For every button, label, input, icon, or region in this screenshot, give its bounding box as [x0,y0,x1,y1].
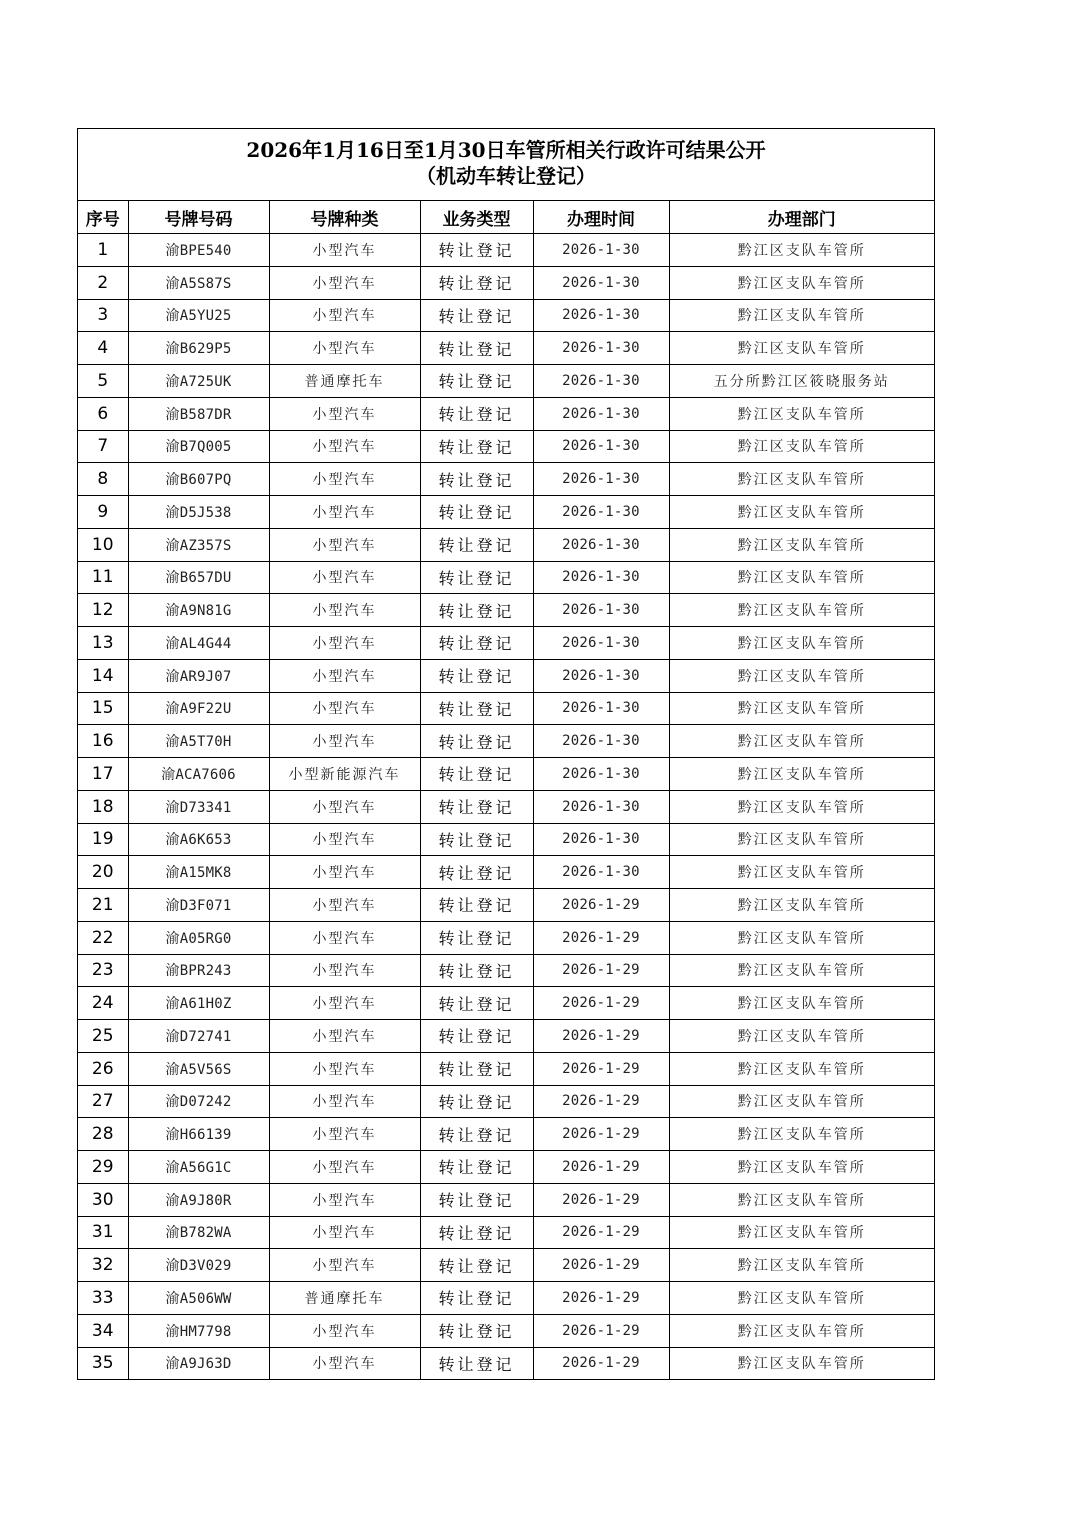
table-row [78,758,934,791]
department-cell: 黔江区支队车管所 [669,332,934,365]
row-index-cell: 21 [78,889,128,922]
table-row [78,954,934,987]
table-row [78,1183,934,1216]
row-index-cell: 27 [78,1085,128,1118]
plate-type-cell: 小型汽车 [269,1085,420,1118]
business-type-cell: 转让登记 [420,561,533,594]
plate-type-cell: 小型汽车 [269,332,420,365]
plate-type-cell: 小型汽车 [269,659,420,692]
business-type-cell: 转让登记 [420,234,533,267]
business-type-cell: 转让登记 [420,528,533,561]
row-index-cell: 31 [78,1216,128,1249]
business-type-cell: 转让登记 [420,823,533,856]
plate-number-cell: 渝AR9J07 [128,659,269,692]
plate-type-cell: 小型汽车 [269,987,420,1020]
processing-time-cell: 2026-1-30 [533,627,669,660]
row-index-cell: 6 [78,397,128,430]
processing-time-cell: 2026-1-30 [533,823,669,856]
table-row [78,430,934,463]
row-index-cell: 25 [78,1020,128,1053]
department-cell: 黔江区支队车管所 [669,1216,934,1249]
business-type-cell: 转让登记 [420,1118,533,1151]
business-type-cell: 转让登记 [420,1347,533,1379]
plate-number-cell: 渝A15MK8 [128,856,269,889]
department-cell: 黔江区支队车管所 [669,758,934,791]
processing-time-cell: 2026-1-29 [533,1085,669,1118]
plate-type-cell: 小型汽车 [269,1249,420,1282]
table-row [78,889,934,922]
business-type-cell: 转让登记 [420,1151,533,1184]
table-row [78,1314,934,1347]
business-type-cell: 转让登记 [420,1085,533,1118]
department-cell: 黔江区支队车管所 [669,1151,934,1184]
plate-number-cell: 渝AL4G44 [128,627,269,660]
plate-type-cell: 小型汽车 [269,889,420,922]
processing-time-cell: 2026-1-29 [533,1216,669,1249]
business-type-cell: 转让登记 [420,1314,533,1347]
row-index-cell: 26 [78,1052,128,1085]
table-row [78,561,934,594]
plate-type-cell: 小型汽车 [269,823,420,856]
business-type-cell: 转让登记 [420,758,533,791]
department-cell: 黔江区支队车管所 [669,1118,934,1151]
plate-number-cell: 渝H66139 [128,1118,269,1151]
table-row [78,332,934,365]
department-cell: 黔江区支队车管所 [669,659,934,692]
table-row [78,692,934,725]
business-type-cell: 转让登记 [420,594,533,627]
department-cell: 黔江区支队车管所 [669,1282,934,1315]
processing-time-cell: 2026-1-29 [533,921,669,954]
processing-time-cell: 2026-1-30 [533,430,669,463]
plate-number-cell: 渝A9J63D [128,1347,269,1379]
department-cell: 黔江区支队车管所 [669,594,934,627]
row-index-cell: 13 [78,627,128,660]
plate-type-cell: 小型汽车 [269,790,420,823]
plate-number-cell: 渝A9F22U [128,692,269,725]
plate-number-cell: 渝A05RG0 [128,921,269,954]
plate-number-cell: 渝BPR243 [128,954,269,987]
business-type-cell: 转让登记 [420,856,533,889]
department-cell: 黔江区支队车管所 [669,987,934,1020]
table-row [78,1347,934,1379]
row-index-cell: 3 [78,299,128,332]
business-type-cell: 转让登记 [420,921,533,954]
row-index-cell: 9 [78,496,128,529]
department-cell: 五分所黔江区筱晓服务站 [669,365,934,398]
plate-number-cell: 渝A9J80R [128,1183,269,1216]
department-cell: 黔江区支队车管所 [669,266,934,299]
plate-type-cell: 小型汽车 [269,299,420,332]
plate-number-cell: 渝A5V56S [128,1052,269,1085]
business-type-cell: 转让登记 [420,987,533,1020]
plate-number-cell: 渝B7Q005 [128,430,269,463]
business-type-cell: 转让登记 [420,1216,533,1249]
row-index-cell: 34 [78,1314,128,1347]
table-row [78,1151,934,1184]
business-type-cell: 转让登记 [420,299,533,332]
row-index-cell: 22 [78,921,128,954]
plate-type-cell: 小型汽车 [269,528,420,561]
plate-type-cell: 小型汽车 [269,954,420,987]
business-type-cell: 转让登记 [420,954,533,987]
transfer-registration-table [78,201,934,1379]
header-processing-time: 办理时间 [533,201,669,234]
plate-number-cell: 渝B607PQ [128,463,269,496]
table-row [78,463,934,496]
plate-number-cell: 渝D73341 [128,790,269,823]
plate-type-cell: 小型汽车 [269,397,420,430]
plate-type-cell: 小型汽车 [269,234,420,267]
business-type-cell: 转让登记 [420,365,533,398]
table-row [78,790,934,823]
plate-number-cell: 渝AZ357S [128,528,269,561]
processing-time-cell: 2026-1-29 [533,889,669,922]
business-type-cell: 转让登记 [420,266,533,299]
processing-time-cell: 2026-1-30 [533,659,669,692]
results-sheet [77,128,935,1380]
plate-number-cell: 渝A9N81G [128,594,269,627]
table-row [78,528,934,561]
processing-time-cell: 2026-1-30 [533,856,669,889]
table-row [78,659,934,692]
processing-time-cell: 2026-1-29 [533,954,669,987]
business-type-cell: 转让登记 [420,397,533,430]
processing-time-cell: 2026-1-30 [533,594,669,627]
row-index-cell: 35 [78,1347,128,1379]
plate-number-cell: 渝A506WW [128,1282,269,1315]
department-cell: 黔江区支队车管所 [669,627,934,660]
row-index-cell: 32 [78,1249,128,1282]
header-plate-number: 号牌号码 [128,201,269,234]
plate-type-cell: 小型汽车 [269,856,420,889]
table-row [78,1282,934,1315]
plate-number-cell: 渝A5T70H [128,725,269,758]
plate-number-cell: 渝A56G1C [128,1151,269,1184]
row-index-cell: 28 [78,1118,128,1151]
department-cell: 黔江区支队车管所 [669,889,934,922]
header-plate-type: 号牌种类 [269,201,420,234]
processing-time-cell: 2026-1-29 [533,987,669,1020]
plate-type-cell: 小型新能源汽车 [269,758,420,791]
header-department: 办理部门 [669,201,934,234]
row-index-cell: 1 [78,234,128,267]
plate-type-cell: 普通摩托车 [269,1282,420,1315]
table-row [78,1118,934,1151]
plate-number-cell: 渝B587DR [128,397,269,430]
plate-type-cell: 小型汽车 [269,627,420,660]
row-index-cell: 2 [78,266,128,299]
row-index-cell: 20 [78,856,128,889]
plate-number-cell: 渝D3F071 [128,889,269,922]
processing-time-cell: 2026-1-29 [533,1020,669,1053]
department-cell: 黔江区支队车管所 [669,1052,934,1085]
processing-time-cell: 2026-1-29 [533,1249,669,1282]
table-row [78,299,934,332]
business-type-cell: 转让登记 [420,692,533,725]
table-row [78,266,934,299]
plate-type-cell: 小型汽车 [269,1151,420,1184]
processing-time-cell: 2026-1-30 [533,528,669,561]
table-row [78,234,934,267]
processing-time-cell: 2026-1-30 [533,234,669,267]
processing-time-cell: 2026-1-30 [533,758,669,791]
department-cell: 黔江区支队车管所 [669,528,934,561]
business-type-cell: 转让登记 [420,1249,533,1282]
plate-number-cell: 渝B629P5 [128,332,269,365]
processing-time-cell: 2026-1-30 [533,692,669,725]
row-index-cell: 5 [78,365,128,398]
plate-number-cell: 渝A61H0Z [128,987,269,1020]
department-cell: 黔江区支队车管所 [669,1183,934,1216]
header-business-type: 业务类型 [420,201,533,234]
plate-number-cell: 渝A5S87S [128,266,269,299]
table-row [78,627,934,660]
table-row [78,1020,934,1053]
plate-number-cell: 渝A6K653 [128,823,269,856]
processing-time-cell: 2026-1-30 [533,463,669,496]
department-cell: 黔江区支队车管所 [669,496,934,529]
title-line-1: 2026年1月16日至1月30日车管所相关行政许可结果公开 [246,138,766,162]
table-row [78,496,934,529]
plate-number-cell: 渝A5YU25 [128,299,269,332]
plate-type-cell: 普通摩托车 [269,365,420,398]
plate-type-cell: 小型汽车 [269,1183,420,1216]
plate-type-cell: 小型汽车 [269,1118,420,1151]
row-index-cell: 30 [78,1183,128,1216]
processing-time-cell: 2026-1-30 [533,397,669,430]
plate-number-cell: 渝D07242 [128,1085,269,1118]
plate-type-cell: 小型汽车 [269,1314,420,1347]
processing-time-cell: 2026-1-30 [533,266,669,299]
plate-number-cell: 渝D3V029 [128,1249,269,1282]
plate-type-cell: 小型汽车 [269,496,420,529]
department-cell: 黔江区支队车管所 [669,1085,934,1118]
row-index-cell: 11 [78,561,128,594]
department-cell: 黔江区支队车管所 [669,463,934,496]
row-index-cell: 8 [78,463,128,496]
business-type-cell: 转让登记 [420,790,533,823]
business-type-cell: 转让登记 [420,463,533,496]
row-index-cell: 16 [78,725,128,758]
department-cell: 黔江区支队车管所 [669,430,934,463]
plate-type-cell: 小型汽车 [269,921,420,954]
processing-time-cell: 2026-1-29 [533,1151,669,1184]
department-cell: 黔江区支队车管所 [669,234,934,267]
business-type-cell: 转让登记 [420,1052,533,1085]
plate-type-cell: 小型汽车 [269,594,420,627]
plate-type-cell: 小型汽车 [269,1347,420,1379]
header-index: 序号 [78,201,128,234]
plate-type-cell: 小型汽车 [269,1052,420,1085]
processing-time-cell: 2026-1-30 [533,332,669,365]
title-line-2: （机动车转让登记） [416,164,596,188]
plate-number-cell: 渝ACA7606 [128,758,269,791]
plate-type-cell: 小型汽车 [269,463,420,496]
table-row [78,365,934,398]
row-index-cell: 15 [78,692,128,725]
document-title [78,129,934,201]
plate-number-cell: 渝B657DU [128,561,269,594]
plate-type-cell: 小型汽车 [269,725,420,758]
plate-number-cell: 渝B782WA [128,1216,269,1249]
plate-number-cell: 渝A725UK [128,365,269,398]
plate-type-cell: 小型汽车 [269,692,420,725]
business-type-cell: 转让登记 [420,1282,533,1315]
processing-time-cell: 2026-1-29 [533,1183,669,1216]
table-row [78,856,934,889]
department-cell: 黔江区支队车管所 [669,692,934,725]
table-row [78,1085,934,1118]
processing-time-cell: 2026-1-29 [533,1282,669,1315]
plate-number-cell: 渝D5J538 [128,496,269,529]
table-row [78,921,934,954]
plate-type-cell: 小型汽车 [269,1216,420,1249]
processing-time-cell: 2026-1-29 [533,1314,669,1347]
department-cell: 黔江区支队车管所 [669,954,934,987]
department-cell: 黔江区支队车管所 [669,561,934,594]
processing-time-cell: 2026-1-30 [533,365,669,398]
business-type-cell: 转让登记 [420,332,533,365]
processing-time-cell: 2026-1-30 [533,496,669,529]
row-index-cell: 33 [78,1282,128,1315]
business-type-cell: 转让登记 [420,496,533,529]
department-cell: 黔江区支队车管所 [669,1020,934,1053]
processing-time-cell: 2026-1-30 [533,299,669,332]
row-index-cell: 23 [78,954,128,987]
table-row [78,594,934,627]
plate-type-cell: 小型汽车 [269,430,420,463]
department-cell: 黔江区支队车管所 [669,397,934,430]
processing-time-cell: 2026-1-29 [533,1052,669,1085]
plate-type-cell: 小型汽车 [269,1020,420,1053]
department-cell: 黔江区支队车管所 [737,1356,866,1373]
department-cell: 黔江区支队车管所 [669,790,934,823]
table-row [78,725,934,758]
plate-number-cell: 渝D72741 [128,1020,269,1053]
table-row [78,987,934,1020]
business-type-cell: 转让登记 [420,659,533,692]
row-index-cell: 17 [78,758,128,791]
row-index-cell: 10 [78,528,128,561]
processing-time-cell: 2026-1-30 [533,725,669,758]
processing-time-cell: 2026-1-29 [533,1347,669,1379]
processing-time-cell: 2026-1-29 [533,1118,669,1151]
table-row [78,823,934,856]
row-index-cell: 12 [78,594,128,627]
plate-number-cell: 渝HM7798 [128,1314,269,1347]
table-row [78,1249,934,1282]
plate-type-cell: 小型汽车 [269,266,420,299]
business-type-cell: 转让登记 [420,725,533,758]
table-header-row [78,201,934,234]
row-index-cell: 24 [78,987,128,1020]
department-cell: 黔江区支队车管所 [669,921,934,954]
row-index-cell: 4 [78,332,128,365]
row-index-cell: 14 [78,659,128,692]
department-cell: 黔江区支队车管所 [669,725,934,758]
table-row [78,1216,934,1249]
table-row [78,397,934,430]
department-cell: 黔江区支队车管所 [669,299,934,332]
plate-number-cell: 渝BPE540 [128,234,269,267]
row-index-cell: 18 [78,790,128,823]
processing-time-cell: 2026-1-30 [533,561,669,594]
department-cell: 黔江区支队车管所 [669,1314,934,1347]
business-type-cell: 转让登记 [420,627,533,660]
table-body [78,234,934,1380]
department-cell: 黔江区支队车管所 [669,823,934,856]
plate-type-cell: 小型汽车 [269,561,420,594]
business-type-cell: 转让登记 [420,889,533,922]
business-type-cell: 转让登记 [420,430,533,463]
department-cell: 黔江区支队车管所 [669,856,934,889]
business-type-cell: 转让登记 [420,1183,533,1216]
table-row [78,1052,934,1085]
business-type-cell: 转让登记 [420,1020,533,1053]
processing-time-cell: 2026-1-30 [533,790,669,823]
department-cell: 黔江区支队车管所 [669,1249,934,1282]
row-index-cell: 19 [78,823,128,856]
row-index-cell: 29 [78,1151,128,1184]
row-index-cell: 7 [78,430,128,463]
